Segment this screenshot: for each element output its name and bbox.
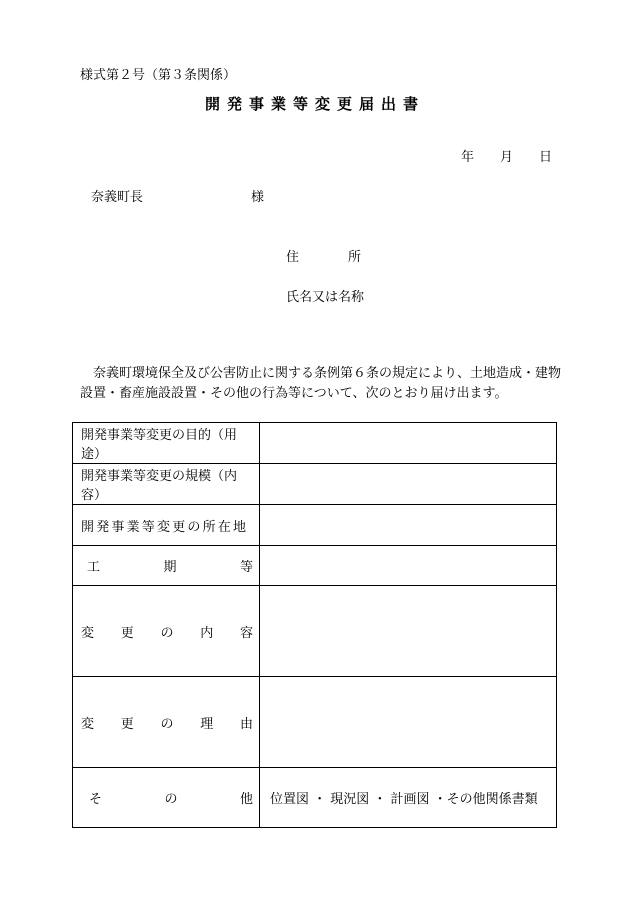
row-label: 工 期 等	[73, 546, 260, 586]
date-year-label: 年	[461, 150, 475, 165]
address-label-char: 所	[348, 250, 362, 265]
table-row	[73, 464, 557, 505]
table-row	[73, 505, 557, 546]
table-row	[73, 423, 557, 464]
body-text: 奈義町環境保全及び公害防止に関する条例第６条の規定により、土地造成・建物設置・畜産施設設置・その他の行為等について、次のとおり届け出ます。	[80, 366, 562, 401]
purpose-field[interactable]	[259, 423, 556, 464]
form-number: 様式第２号（第３条関係）	[80, 68, 237, 83]
form-table	[72, 422, 557, 828]
table-row	[73, 546, 557, 586]
row-label: 開発事業等変更の所在地	[73, 505, 260, 546]
name-label: 氏名又は名称	[286, 290, 365, 305]
table-row	[73, 586, 557, 677]
row-label: 変 更 の 理 由	[73, 677, 260, 768]
change-reason-field[interactable]	[259, 677, 556, 768]
table-row	[73, 768, 557, 828]
row-label: 変 更 の 内 容	[73, 586, 260, 677]
period-field[interactable]	[259, 546, 556, 586]
location-field[interactable]	[259, 505, 556, 546]
other-documents-field[interactable]: 位置図 ・ 現況図 ・ 計画図 ・その他関係書類	[259, 768, 556, 828]
addressee: 奈義町長	[91, 190, 144, 205]
scale-field[interactable]	[259, 464, 556, 505]
date-day-label: 日	[539, 150, 553, 165]
address-label-char: 住	[286, 250, 300, 265]
address-label	[286, 246, 361, 265]
change-content-field[interactable]	[259, 586, 556, 677]
document-title: 開発事業等変更届出書	[204, 95, 425, 113]
table-row	[73, 677, 557, 768]
honorific: 様	[251, 190, 265, 205]
row-label: 開発事業等変更の規模（内容）	[73, 464, 260, 505]
date-month-label: 月	[500, 150, 514, 165]
row-label: そ の 他	[73, 768, 260, 828]
row-label: 開発事業等変更の目的（用途）	[73, 423, 260, 464]
